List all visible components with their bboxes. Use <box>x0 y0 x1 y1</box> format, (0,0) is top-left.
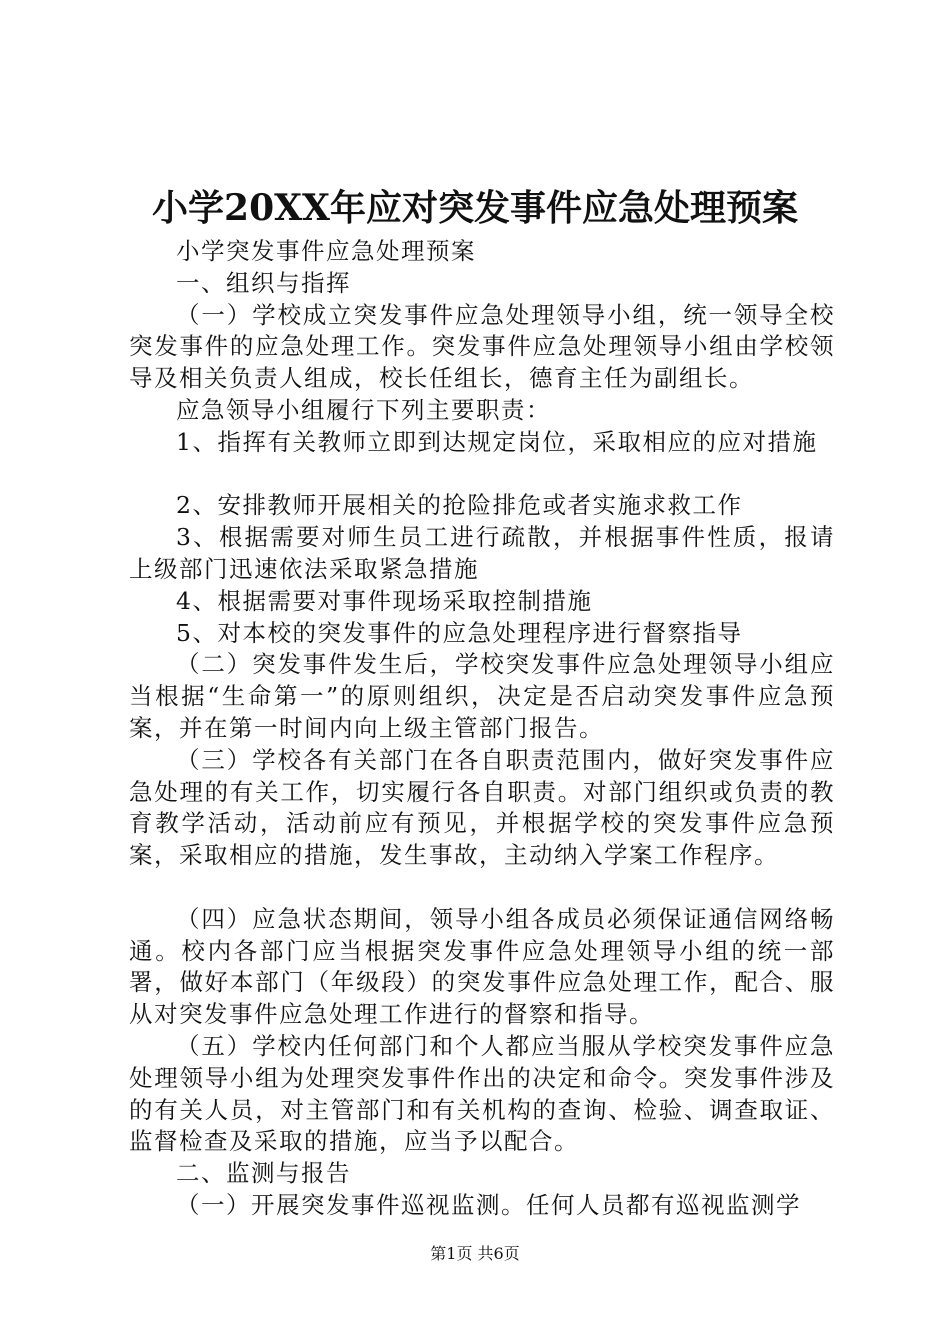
document-body <box>129 236 835 1222</box>
list-item: 4、根据需要对事件现场采取控制措施 <box>176 586 593 615</box>
paragraph: （一）开展突发事件巡视监测。任何人员都有巡视监测学 <box>176 1190 801 1219</box>
document-title: 小学20XX年应对突发事件应急处理预案 <box>152 187 798 229</box>
section-heading-1: 一、组织与指挥 <box>176 268 351 297</box>
blank-line <box>129 459 835 491</box>
list-item: 5、对本校的突发事件的应急处理程序进行督察指导 <box>176 618 743 647</box>
paragraph: 应急领导小组履行下列主要职责： <box>176 395 551 424</box>
paragraph-subtitle: 小学突发事件应急处理预案 <box>176 237 476 265</box>
list-item: 1、指挥有关教师立即到达规定岗位，采取相应的应对措施 <box>176 427 818 456</box>
paragraph: （一）学校成立突发事件应急处理领导小组，统一领导全校突发事件的应急处理工作。突发事件应急处理领导小组由学校领导及相关负责人组成，校长任组长，德育主任为副组长。 <box>129 300 835 393</box>
paragraph: （三）学校各有关部门在各自职责范围内，做好突发事件应急处理的有关工作，切实履行各自职责。对部门组织或负责的教育教学活动，活动前应有预见，并根据学校的突发事件应急预案，采取相应的措施，发生事故，主动纳入学案工作程序。 <box>129 745 835 870</box>
page-footer: 第1页 共6页 <box>430 1244 520 1263</box>
section-heading-2: 二、监测与报告 <box>176 1159 351 1188</box>
paragraph: （二）突发事件发生后，学校突发事件应急处理领导小组应当根据“生命第一”的原则组织，决定是否启动突发事件应急预案，并在第一时间内向上级主管部门报告。 <box>129 650 835 742</box>
blank-line <box>129 872 835 904</box>
list-item: 2、安排教师开展相关的抢险排危或者实施求救工作 <box>176 491 743 520</box>
list-item: 3、根据需要对师生员工进行疏散，并根据事件性质，报请上级部门迅速依法采取紧急措施 <box>129 523 835 583</box>
paragraph: （四）应急状态期间，领导小组各成员必须保证通信网络畅通。校内各部门应当根据突发事件应急处理领导小组的统一部署，做好本部门（年级段）的突发事件应急处理工作，配合、服从对突发事件应急处理工作进行的督察和指导。 <box>129 904 835 1029</box>
paragraph: （五）学校内任何部门和个人都应当服从学校突发事件应急处理领导小组为处理突发事件作出的决定和命令。突发事件涉及的有关人员，对主管部门和有关机构的查询、检验、调查取证、监督检查及采取的措施，应当予以配合。 <box>129 1031 835 1156</box>
